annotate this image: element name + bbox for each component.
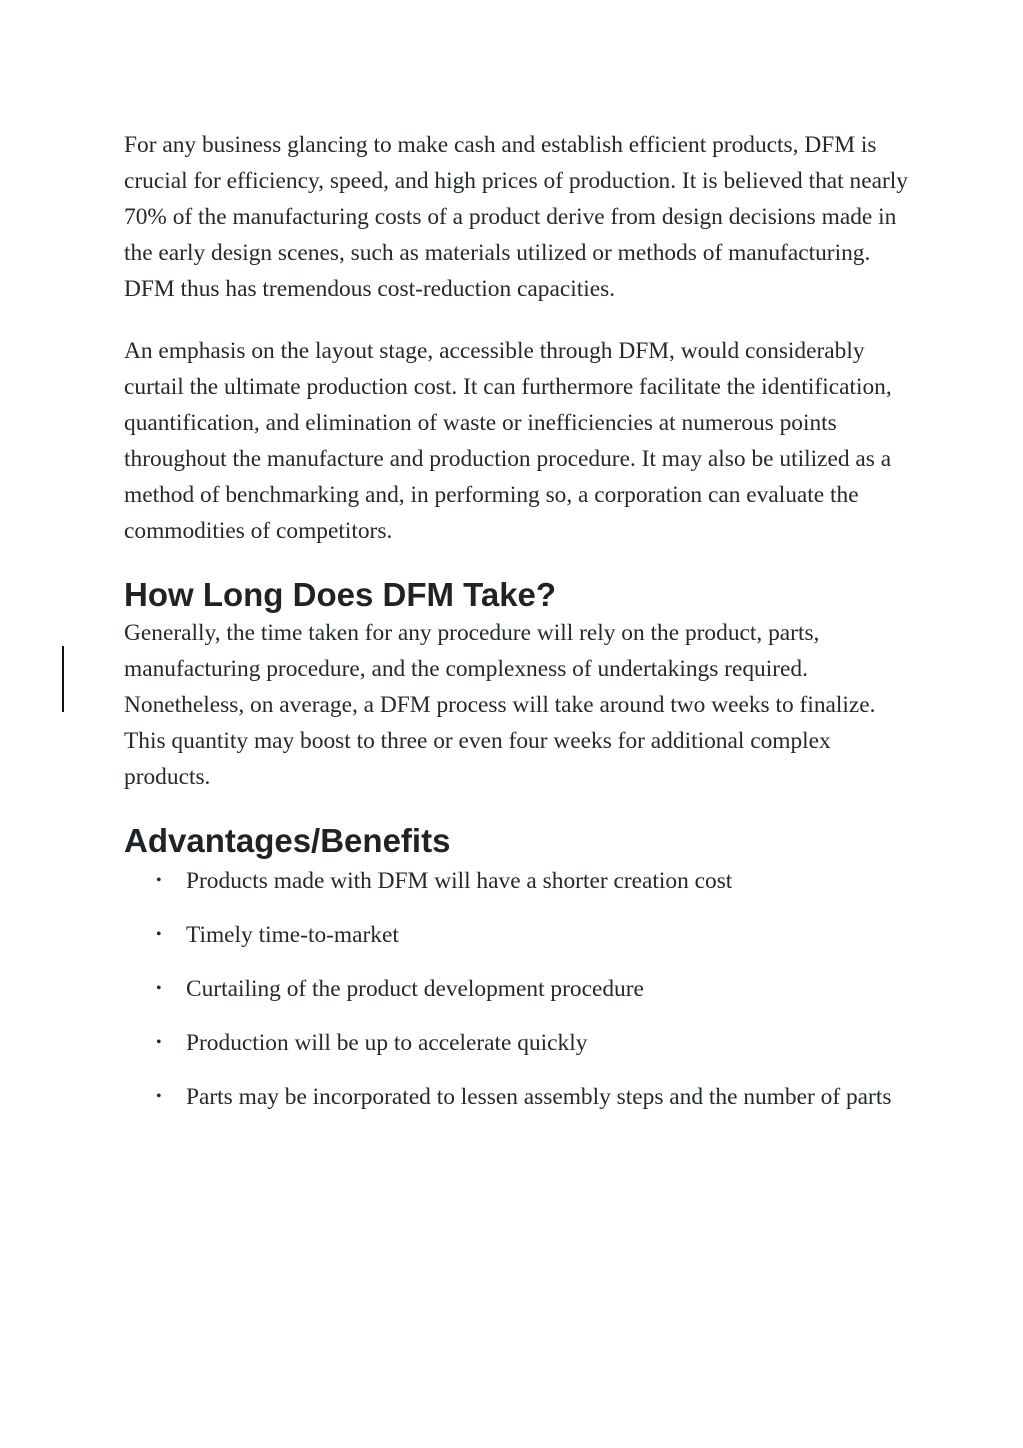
bullet-icon: • (156, 980, 162, 997)
list-item (124, 863, 914, 899)
heading-how-long: How Long Does DFM Take? (124, 576, 557, 613)
paragraph-dfm-importance: For any business glancing to make cash and establish efficient products, DFM is crucial for efficiency, speed, and high prices of production. It is believed that nearly 70% of the manufacturing costs of a product derive from design decisions made in the early design scenes, such as materials utilized or methods of manufacturing. DFM thus has tremendous cost-reduction capacities. (124, 132, 908, 302)
list-item-text: Parts may be incorporated to lessen assembly steps and the number of parts (186, 1084, 892, 1110)
list-item (124, 1079, 914, 1115)
paragraph-dfm-duration: Generally, the time taken for any procedure will rely on the product, parts, manufacturing procedure, and the complexness of undertakings required. Nonetheless, on average, a DFM process will take around two weeks to finalize. This quantity may boost to three or even four weeks for additional complex products. (124, 620, 876, 790)
list-item (124, 917, 914, 953)
heading-advantages: Advantages/Benefits (124, 822, 451, 859)
list-item-text: Production will be up to accelerate quickly (186, 1030, 588, 1056)
bullet-icon: • (156, 926, 162, 943)
bullet-icon: • (156, 872, 162, 889)
bullet-icon: • (156, 1088, 162, 1105)
bullet-icon: • (156, 1034, 162, 1051)
list-item-text: Timely time-to-market (186, 922, 399, 948)
list-item (124, 1025, 914, 1061)
paragraph-layout-emphasis: An emphasis on the layout stage, accessible through DFM, would considerably curtail the ultimate production cost. It can furthermore facilitate the identification, quantification, and elimination of waste or inefficiencies at numerous points throughout the manufacture and production procedure. It may also be utilized as a method of benchmarking and, in performing so, a corporation can evaluate the commodities of competitors. (124, 338, 892, 544)
list-item (124, 971, 914, 1007)
list-item-text: Curtailing of the product development procedure (186, 976, 644, 1002)
document-page (124, 127, 914, 1133)
list-item-text: Products made with DFM will have a shorter creation cost (186, 868, 733, 894)
text-cursor-marker (62, 646, 64, 712)
benefits-list (124, 863, 914, 1115)
